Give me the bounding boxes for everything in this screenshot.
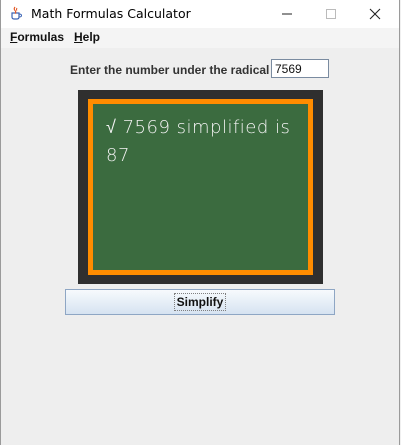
chalkboard — [78, 90, 323, 284]
result-text — [106, 114, 306, 170]
close-button[interactable] — [353, 0, 397, 28]
menu-bar — [1, 28, 399, 48]
minimize-button[interactable] — [265, 0, 309, 28]
title-bar[interactable] — [1, 0, 399, 28]
window-title: Math Formulas Calculator — [31, 6, 191, 21]
java-cup-icon — [9, 6, 23, 21]
chalkboard-frame — [88, 99, 313, 275]
radical-input[interactable] — [271, 59, 329, 78]
result-line-1: √ 7569 simplified is — [106, 117, 291, 138]
result-line-2: 87 — [106, 145, 130, 166]
maximize-icon — [325, 8, 337, 20]
main-panel — [1, 48, 399, 445]
close-icon — [369, 8, 381, 20]
minimize-icon — [281, 8, 293, 20]
maximize-button[interactable] — [309, 0, 353, 28]
radical-prompt-label: Enter the number under the radical — [70, 63, 270, 77]
simplify-button[interactable] — [65, 289, 335, 315]
simplify-label: Simplify — [174, 293, 227, 311]
menu-help[interactable]: Help — [74, 30, 101, 44]
menu-formulas[interactable]: Formulas — [10, 30, 65, 44]
